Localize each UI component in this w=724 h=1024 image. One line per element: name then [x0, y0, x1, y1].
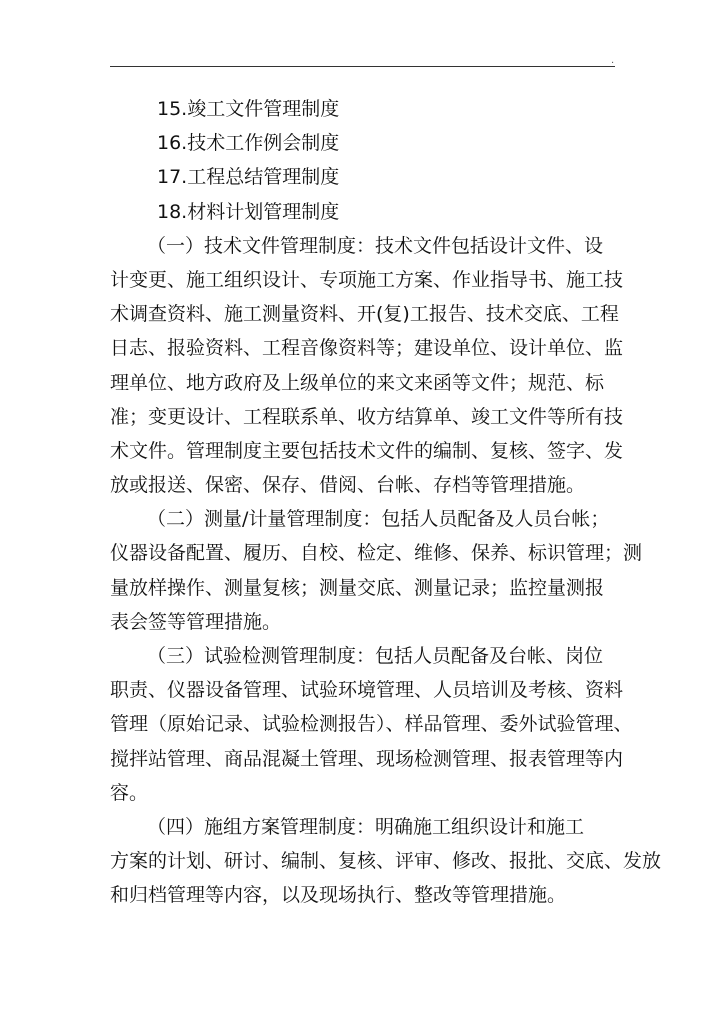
paragraph-survey-measurement — [110, 502, 643, 639]
paragraph-line: 仪器设备配置、履历、自校、检定、维修、保养、标识管理；测 — [110, 542, 643, 565]
paragraph-line: 管理（原始记录、试验检测报告）、样品管理、委外试验管理、 — [110, 713, 633, 736]
paragraph-construction-plan — [110, 810, 662, 913]
paragraph-line: （二）测量/计量管理制度：包括人员配备及人员台帐； — [147, 508, 610, 531]
paragraph-line: 表会签等管理措施。 — [110, 610, 282, 633]
paragraph-line: 容。 — [110, 781, 149, 804]
paragraph-line: （三）试验检测管理制度：包括人员配备及台帐、岗位 — [147, 645, 604, 667]
header-mark: . — [611, 55, 615, 66]
paragraph-technical-documents — [110, 229, 624, 503]
paragraph-line: 量放样操作、测量复核；测量交底、测量记录；监控量测报 — [110, 576, 605, 599]
list-item: 15.竣工文件管理制度 — [157, 98, 340, 120]
paragraph-line: 放或报送、保密、保存、借阅、台帐、存档等管理措施。 — [110, 474, 586, 497]
paragraph-line: 方案的计划、研讨、编制、复核、评审、修改、报批、交底、发放 — [110, 850, 662, 873]
paragraph-line: （一）技术文件管理制度：技术文件包括设计文件、设 — [147, 234, 604, 257]
paragraph-testing-inspection — [110, 639, 633, 810]
paragraph-line: 日志、报验资料、工程音像资料等；建设单位、设计单位、监 — [110, 337, 624, 360]
paragraph-line: 计变更、施工组织设计、专项施工方案、作业指导书、施工技 — [110, 268, 624, 291]
paragraph-line: 理单位、地方政府及上级单位的来文来函等文件；规范、标 — [110, 371, 605, 394]
paragraph-line: 术调查资料、施工测量资料、开(复)工报告、技术交底、工程 — [110, 303, 619, 326]
header-rule — [110, 66, 615, 67]
list-item: 16.技术工作例会制度 — [157, 132, 340, 155]
paragraph-line: 职责、仪器设备管理、试验环境管理、人员培训及考核、资料 — [110, 679, 624, 702]
paragraph-line: 和归档管理等内容，以及现场执行、整改等管理措施。 — [110, 884, 567, 907]
paragraph-line: 准；变更设计、工程联系单、收方结算单、竣工文件等所有技 — [110, 405, 624, 428]
paragraph-line: 搅拌站管理、商品混凝土管理、现场检测管理、报表管理等内 — [110, 747, 624, 770]
document-body — [110, 92, 662, 913]
list-item: 17.工程总结管理制度 — [157, 166, 340, 189]
list-item: 18.材料计划管理制度 — [157, 200, 340, 223]
paragraph-line: 术文件。管理制度主要包括技术文件的编制、复核、签字、发 — [110, 439, 624, 462]
paragraph-line: （四）施组方案管理制度：明确施工组织设计和施工 — [147, 815, 585, 838]
